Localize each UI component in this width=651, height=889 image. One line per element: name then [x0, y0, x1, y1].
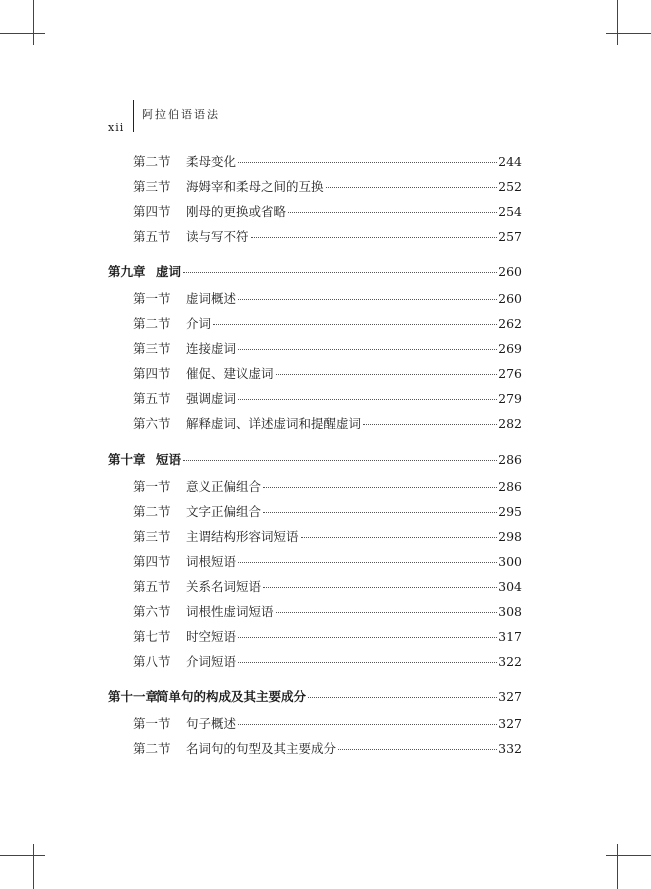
page-number: 286: [498, 479, 522, 494]
page-number: 327: [498, 716, 522, 731]
page-number: 308: [498, 604, 522, 619]
dot-leader: [263, 486, 497, 488]
dot-leader: [238, 161, 497, 163]
crop-mark-top-right-h: [606, 33, 651, 34]
page-number: 322: [498, 654, 522, 669]
chapter-title: 虚词: [156, 264, 182, 279]
crop-mark-top-left-v: [33, 0, 34, 45]
page-number: 282: [498, 416, 522, 431]
page-number: 262: [498, 316, 522, 331]
toc-section-entry[interactable]: [133, 341, 522, 357]
toc-section-entry[interactable]: [133, 741, 522, 757]
section-number: 第四节: [133, 366, 171, 381]
section-title: 催促、建议虚词: [186, 366, 274, 381]
section-number: 第八节: [133, 654, 171, 669]
toc-section-entry[interactable]: [133, 479, 522, 495]
page-number: 304: [498, 579, 522, 594]
section-title: 主谓结构形容词短语: [186, 529, 299, 544]
header-divider: [133, 100, 134, 132]
toc-section-entry[interactable]: [133, 579, 522, 595]
section-title: 解释虚词、详述虚词和提醒虚词: [186, 416, 362, 431]
dot-leader: [238, 348, 497, 350]
toc-section-entry[interactable]: [133, 316, 522, 332]
chapter-number: 第九章: [108, 264, 146, 279]
crop-mark-bottom-right-h: [606, 855, 651, 856]
page-number: 252: [498, 179, 522, 194]
page-number: 295: [498, 504, 522, 519]
section-title: 介词短语: [186, 654, 237, 669]
page-number: 286: [498, 452, 522, 467]
dot-leader: [238, 636, 497, 638]
page-number: 257: [498, 229, 522, 244]
dot-leader: [338, 748, 497, 750]
dot-leader: [238, 398, 497, 400]
crop-mark-bottom-left-v: [33, 844, 34, 889]
toc-section-entry[interactable]: [133, 366, 522, 382]
page-number: 279: [498, 391, 522, 406]
page-number: 269: [498, 341, 522, 356]
crop-mark-top-right-v: [617, 0, 618, 45]
toc-section-entry[interactable]: [133, 529, 522, 545]
dot-leader: [326, 186, 498, 188]
dot-leader: [238, 723, 497, 725]
page-number: 327: [498, 689, 522, 704]
dot-leader: [308, 696, 497, 698]
toc-section-entry[interactable]: [133, 204, 522, 220]
section-title: 连接虚词: [186, 341, 237, 356]
dot-leader: [301, 536, 498, 538]
toc-section-entry[interactable]: [133, 504, 522, 520]
toc-section-entry[interactable]: [133, 604, 522, 620]
dot-leader: [251, 236, 498, 238]
dot-leader: [213, 323, 497, 325]
dot-leader: [363, 423, 497, 425]
section-number: 第二节: [133, 504, 171, 519]
section-title: 关系名词短语: [186, 579, 262, 594]
section-number: 第二节: [133, 741, 171, 756]
page-number: 260: [498, 264, 522, 279]
section-title: 文字正偏组合: [186, 504, 262, 519]
section-title: 介词: [186, 316, 212, 331]
section-number: 第五节: [133, 391, 171, 406]
toc-chapter-entry[interactable]: [108, 264, 522, 280]
toc-section-entry[interactable]: [133, 716, 522, 732]
toc-section-entry[interactable]: [133, 554, 522, 570]
section-number: 第三节: [133, 179, 171, 194]
toc-section-entry[interactable]: [133, 229, 522, 245]
dot-leader: [238, 298, 497, 300]
section-title: 意义正偏组合: [186, 479, 262, 494]
section-title: 虚词概述: [186, 291, 237, 306]
chapter-number: 第十一章: [108, 689, 159, 704]
toc-section-entry[interactable]: [133, 391, 522, 407]
section-number: 第一节: [133, 479, 171, 494]
dot-leader: [183, 459, 497, 461]
section-title: 词根短语: [186, 554, 237, 569]
page-number: 298: [498, 529, 522, 544]
toc-section-entry[interactable]: [133, 629, 522, 645]
toc-chapter-entry[interactable]: [108, 689, 522, 705]
section-number: 第三节: [133, 341, 171, 356]
page-number: 276: [498, 366, 522, 381]
page-number: 332: [498, 741, 522, 756]
toc-section-entry[interactable]: [133, 154, 522, 170]
crop-mark-bottom-left-h: [0, 855, 45, 856]
section-number: 第六节: [133, 416, 171, 431]
crop-mark-bottom-right-v: [617, 844, 618, 889]
section-number: 第二节: [133, 154, 171, 169]
page-number: 244: [498, 154, 522, 169]
section-number: 第七节: [133, 629, 171, 644]
running-header-page-number: xii: [108, 121, 125, 134]
dot-leader: [263, 511, 497, 513]
page-number: 300: [498, 554, 522, 569]
chapter-number: 第十章: [108, 452, 146, 467]
toc-section-entry[interactable]: [133, 654, 522, 670]
section-title: 句子概述: [186, 716, 237, 731]
toc-section-entry[interactable]: [133, 179, 522, 195]
section-title: 时空短语: [186, 629, 237, 644]
dot-leader: [263, 586, 497, 588]
section-number: 第一节: [133, 716, 171, 731]
dot-leader: [288, 211, 497, 213]
chapter-title: 短语: [156, 452, 182, 467]
section-number: 第二节: [133, 316, 171, 331]
dot-leader: [276, 373, 498, 375]
page-number: 260: [498, 291, 522, 306]
section-number: 第四节: [133, 554, 171, 569]
dot-leader: [183, 271, 497, 273]
dot-leader: [238, 661, 497, 663]
dot-leader: [276, 611, 498, 613]
page-number: 317: [498, 629, 522, 644]
section-title: 海姆宰和柔母之间的互换: [186, 179, 324, 194]
section-title: 刚母的更换或省略: [186, 204, 287, 219]
dot-leader: [238, 561, 497, 563]
section-title: 读与写不符: [186, 229, 249, 244]
section-number: 第五节: [133, 579, 171, 594]
toc-chapter-entry[interactable]: [108, 452, 522, 468]
section-title: 柔母变化: [186, 154, 237, 169]
toc-section-entry[interactable]: [133, 416, 522, 432]
toc-section-entry[interactable]: [133, 291, 522, 307]
section-number: 第四节: [133, 204, 171, 219]
section-title: 名词句的句型及其主要成分: [186, 741, 337, 756]
page-number: 254: [498, 204, 522, 219]
section-title: 词根性虚词短语: [186, 604, 274, 619]
section-number: 第六节: [133, 604, 171, 619]
section-number: 第一节: [133, 291, 171, 306]
chapter-title: 简单句的构成及其主要成分: [156, 689, 307, 704]
crop-mark-top-left-h: [0, 33, 45, 34]
running-header-title: 阿拉伯语语法: [142, 108, 220, 121]
section-number: 第三节: [133, 529, 171, 544]
section-number: 第五节: [133, 229, 171, 244]
section-title: 强调虚词: [186, 391, 237, 406]
